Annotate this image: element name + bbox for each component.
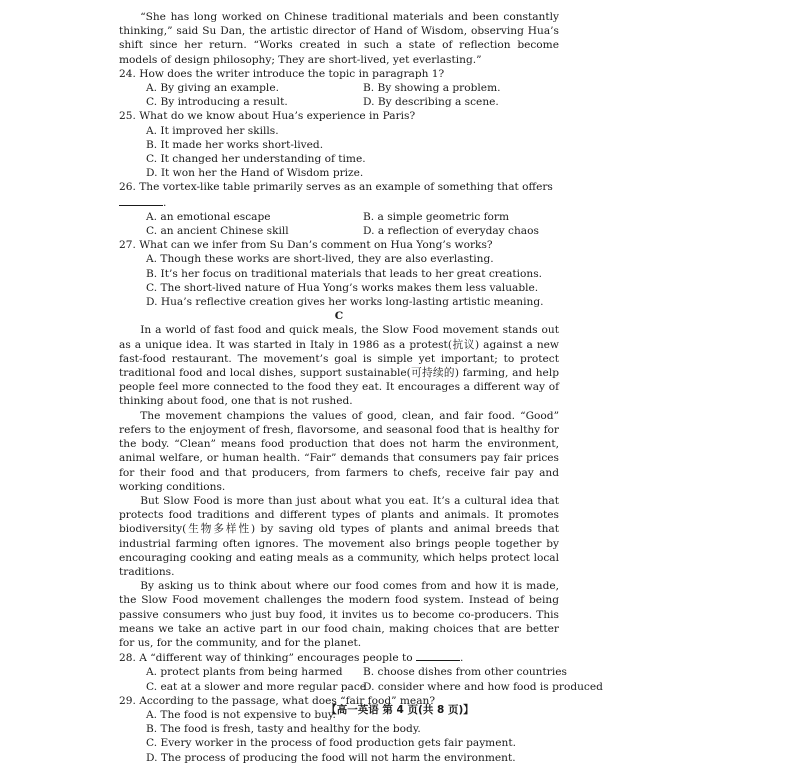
question-28-options <box>146 665 603 693</box>
option: C. an ancient Chinese skill <box>146 225 289 238</box>
option: D. It won her the Hand of Wisdom prize. <box>146 167 364 180</box>
option: D. a reflection of everyday chaos <box>363 225 539 238</box>
option: C. It changed her understanding of time. <box>146 153 366 166</box>
question-26-options <box>146 210 559 238</box>
question-27-stem: 27. What can we infer from Su Dan’s comment on Hua Yong’s works? <box>119 239 493 252</box>
option: C. eat at a slower and more regular pace <box>146 680 367 693</box>
passage-c-paragraph: But Slow Food is more than just about what you eat. It’s a cultural idea that protects food traditions and different types of plants and animals. It promotes biodiversity(生物多样性) by saving old types of plants and animal breeds that industrial farming often ignores. The movement also brings people together by encouraging cooking and eating meals as a community, which helps protect local traditions. <box>119 494 559 578</box>
option: C. By introducing a result. <box>146 96 288 109</box>
question-26-stem: 26. The vortex-like table primarily serves as an example of something that offers . <box>119 181 553 209</box>
option: A. By giving an example. <box>146 82 279 95</box>
question-25-stem: 25. What do we know about Hua’s experience in Paris? <box>119 110 416 123</box>
option: B. It made her works short-lived. <box>146 138 324 151</box>
option: C. Every worker in the process of food production gets fair payment. <box>146 737 516 750</box>
question-26-text: 26. The vortex-like table primarily serves as an example of something that offers <box>119 181 553 194</box>
option: A. Though these works are short-lived, they are also everlasting. <box>146 253 494 266</box>
option: A. protect plants from being harmed <box>146 666 343 679</box>
option: B. The food is fresh, tasty and healthy for the body. <box>146 723 421 736</box>
page-footer: 【高一英语 第 4 页(共 8 页)】 <box>326 704 474 716</box>
passage-b-closing-paragraph: “She has long worked on Chinese traditional materials and been constantly thinking,” said Su Dan, the artistic director of Hand of Wisdom, observing Hua’s shift since her return. “Works created in such a state of reflection become models of design philosophy; They are short-lived, yet everlasting.” <box>119 11 559 66</box>
option: A. The food is not expensive to buy. <box>146 708 336 721</box>
question-24-stem: 24. How does the writer introduce the topic in paragraph 1? <box>119 67 445 80</box>
question-24-options <box>146 81 559 109</box>
question-28-text: 28. A “different way of thinking” encourages people to <box>119 652 413 665</box>
passage-c-paragraph: By asking us to think about where our food comes from and how it is made, the Slow Food movement challenges the modern food system. Instead of being passive consumers who just buy food, it invites us to become co-producers. This means we take an active part in our food chain, making choices that are better for us, for the community, and for the planet. <box>119 580 559 649</box>
option: C. The short-lived nature of Hua Yong’s works makes them less valuable. <box>146 281 539 294</box>
option: D. By describing a scene. <box>363 96 499 109</box>
question-28-stem: 28. A “different way of thinking” encourages people to . <box>119 652 464 665</box>
option: D. The process of producing the food will not harm the environment. <box>146 751 516 764</box>
option: B. a simple geometric form <box>363 210 510 223</box>
option: B. By showing a problem. <box>363 82 501 95</box>
passage-c-paragraph: The movement champions the values of good, clean, and fair food. “Good” refers to the enjoyment of fresh, flavorsome, and seasonal food that is healthy for the body. “Clean” means food production that does not harm the environment, animal welfare, or human health. “Fair” demands that consumers pay fair prices for their food and that producers, from farmers to chefs, receive fair pay and working conditions. <box>119 409 559 493</box>
passage-c-paragraph: In a world of fast food and quick meals, the Slow Food movement stands out as a unique idea. It was started in Italy in 1986 as a protest(抗议) against a new fast-food restaurant. The movement’s goal is simple yet important; to protect traditional food and local dishes, support sustainable(可持续的) farming, and help people feel more connected to the food they eat. It encourages a different way of thinking about food, one that is not rushed. <box>119 324 559 408</box>
option: D. consider where and how food is produced <box>363 680 603 693</box>
option: A. an emotional escape <box>146 210 271 223</box>
content-column <box>119 10 603 765</box>
option: A. It improved her skills. <box>146 124 279 137</box>
answer-blank <box>119 195 163 206</box>
answer-blank <box>416 650 460 661</box>
option: B. choose dishes from other countries <box>363 666 567 679</box>
question-29-stem: 29. According to the passage, what does “fair food” mean? <box>119 694 436 707</box>
section-heading: C <box>334 310 344 323</box>
option: D. Hua’s reflective creation gives her works long-lasting artistic meaning. <box>146 296 544 309</box>
option: B. It’s her focus on traditional materials that leads to her great creations. <box>146 267 543 280</box>
